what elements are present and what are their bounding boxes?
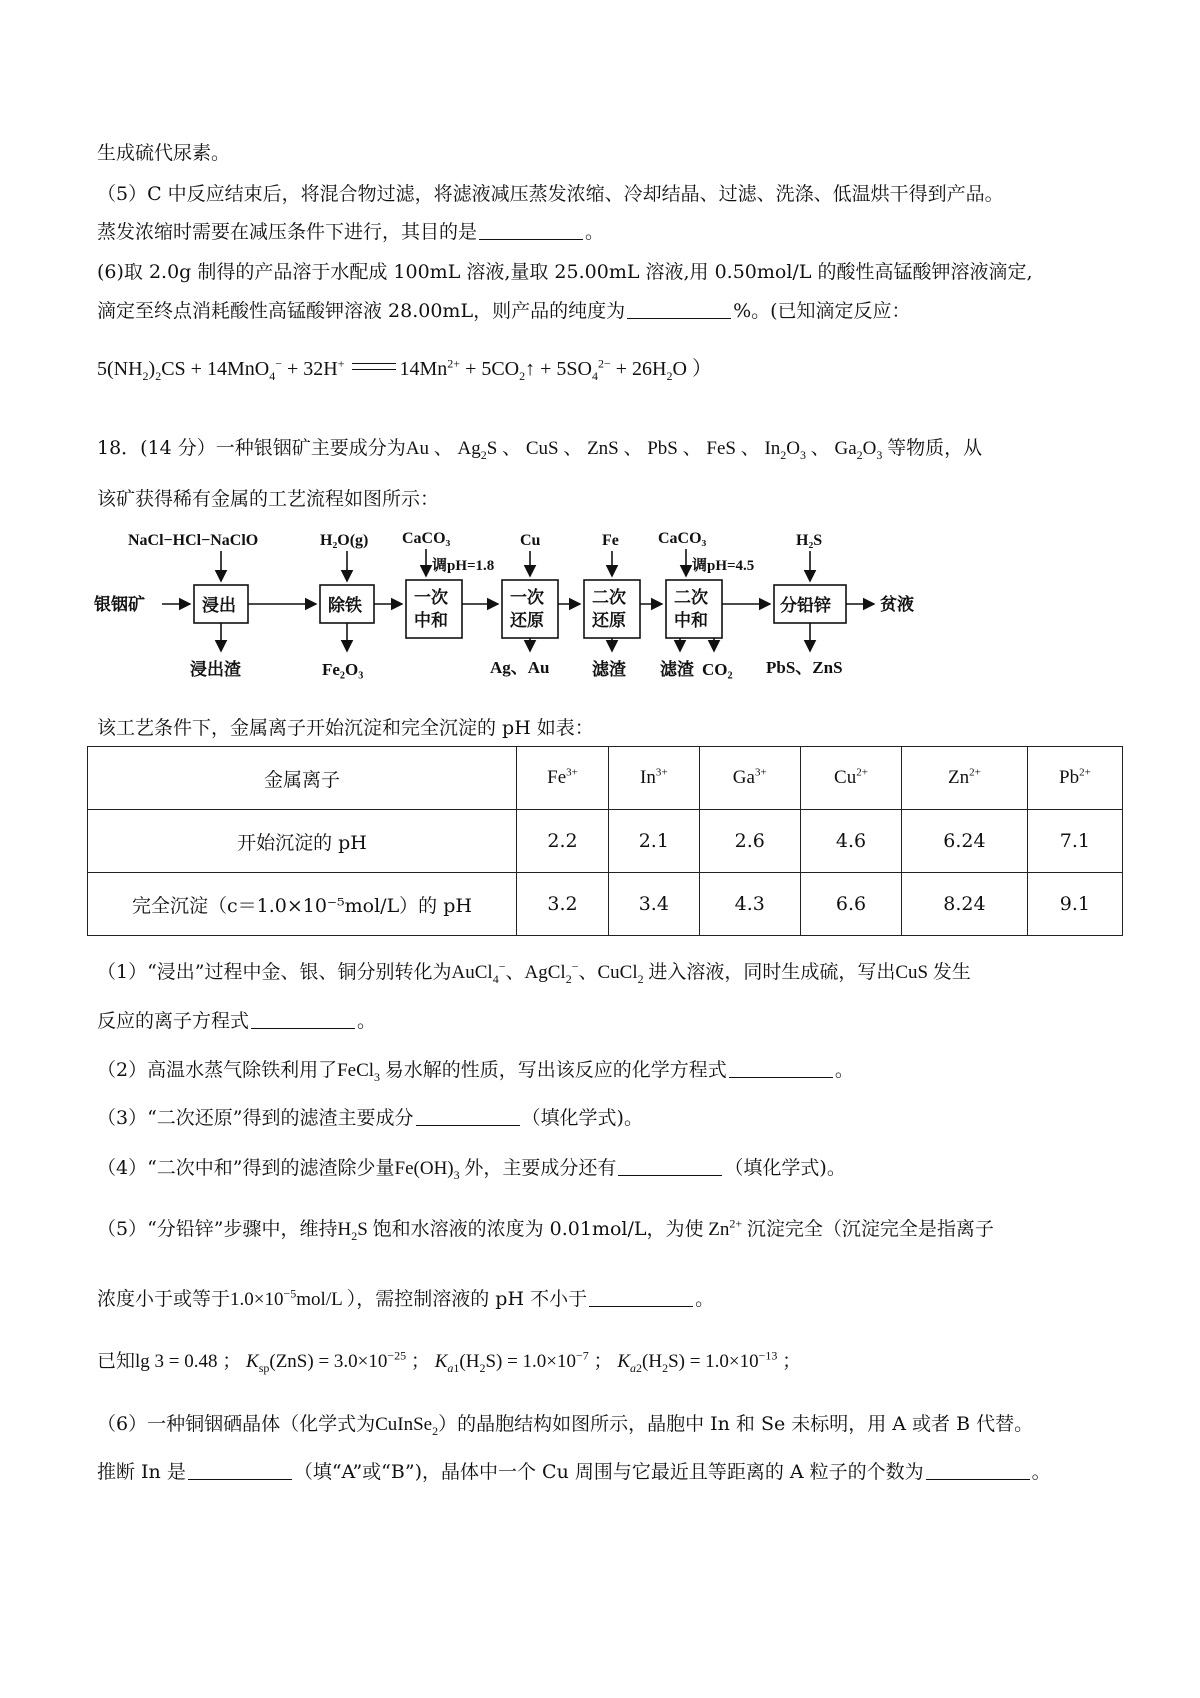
p2-line: （2）高温水蒸气除铁利用了FeCl$_3$ 易水解的性质，写出该反应的化学方程式 。 [97, 1059, 854, 1084]
q6-line1: (6)取 2.0g 制得的产品溶于水配成 100mL 溶液,量取 25.00mL 溶液,用 0.50mol/L 的酸性高锰酸钾溶液滴定, [97, 261, 1033, 283]
answer-blank[interactable] [618, 1157, 722, 1176]
ion-zn: $Zn^{2+}$ [902, 747, 1028, 810]
answer-blank[interactable] [251, 1010, 355, 1029]
flow-input-leachant: NaCl−HCl−NaClO [128, 532, 259, 549]
mineral-formulas: Au 、 $Ag_2S$ 、 CuS 、 ZnS 、 PbS 、 FeS 、 $In_2O_3$ 、 $Ga_2O_3$ [405, 438, 883, 462]
answer-blank[interactable] [926, 1461, 1030, 1480]
answer-blank[interactable] [627, 300, 731, 319]
table-header-row [88, 747, 1123, 810]
ion-ga: $Ga^{3+}$ [699, 747, 800, 810]
p1-line2: 反应的离子方程式 。 [97, 1010, 377, 1032]
ion-pb: $Pb^{2+}$ [1027, 747, 1122, 810]
flow-input-caco3-1: CaCO₃ [402, 530, 451, 547]
flow-output-fe2o3: Fe₂O₃ [322, 660, 364, 679]
table-cell: 3.2 [517, 873, 609, 936]
flow-input-steam: H₂O(g) [320, 532, 369, 549]
ph-table [87, 746, 1123, 936]
flow-input-ph45: 调pH=4.5 [692, 558, 755, 574]
table-header-label: 金属离子 [88, 747, 517, 810]
q5-line1: （5）C 中反应结束后，将混合物过滤，将滤液减压蒸发浓缩、冷却结晶、过滤、洗涤、低温烘干得到产品。 [97, 183, 1004, 205]
table-cell: 2.1 [609, 810, 700, 873]
table-cell: 2.2 [517, 810, 609, 873]
flow-ore: 银铟矿 [94, 595, 145, 614]
table-intro: 该工艺条件下，金属离子开始沉淀和完全沉淀的 pH 如表： [97, 717, 594, 739]
table-cell: 6.6 [800, 873, 901, 936]
flow-input-ph18: 调pH=1.8 [432, 558, 495, 574]
table-cell: 4.3 [699, 873, 800, 936]
table-cell: 3.4 [609, 873, 700, 936]
p5-line1: （5）“分铅锌”步骤中，维持$H_2S$ 饱和水溶液的浓度为 0.01mol/L，为使 $Zn^{2+}$ 沉淀完全（沉淀完全是指离子 [97, 1216, 994, 1243]
flow-end-liquor: 贫液 [880, 595, 914, 614]
table-cell: 6.24 [902, 810, 1028, 873]
svg-text:还原: 还原 [510, 611, 544, 630]
titration-equation: $5(NH_2)_2CS + 14MnO_4^- + 32H^+$ $14Mn^{2+}$ + $5CO_2↑ + 5SO_4^{2-} + 26H_2O$ ） [97, 356, 712, 383]
p4-line: （4）“二次中和”得到的滤渣除少量$Fe(OH)_3$ 外，主要成分还有 （填化学式)。 [97, 1157, 846, 1182]
p6-line2: 推断 In 是 （填“A”或“B”)，晶体中一个 Cu 周围与它最近且等距离的 A 粒子的个数为 。 [97, 1461, 1051, 1483]
flow-step-reduce2: 二次 [592, 588, 626, 607]
svg-text:还原: 还原 [592, 611, 626, 630]
flow-input-h2s: H₂S [796, 532, 823, 549]
table-row-complete-ph [88, 873, 1123, 936]
answer-blank[interactable] [188, 1461, 292, 1480]
flow-output-filter-residue-1: 滤渣 [592, 660, 626, 679]
p6-line1: （6）一种铜铟硒晶体（化学式为CuInSe$_2$）的晶胞结构如图所示，晶胞中 In 和 Se 未标明，用 A 或者 B 代替。 [97, 1413, 1034, 1438]
ion-cu: $Cu^{2+}$ [800, 747, 901, 810]
flow-input-fe: Fe [602, 532, 619, 549]
answer-blank[interactable] [416, 1107, 520, 1126]
flow-step-remove-iron: 除铁 [328, 596, 362, 615]
row-label: 开始沉淀的 pH [88, 810, 517, 873]
table-cell: 2.6 [699, 810, 800, 873]
known-constants: 已知lg 3 = 0.48 ； $K_{sp}(ZnS) = 3.0\times 10^{-25}$ ； $K_{a1}(H_2S) = 1.0\times 10^{-7}$ ； $K_{a2}(H_2S) = 1.0\times 10^{-13}$ ； [97, 1348, 802, 1375]
flow-output-filter-residue-2: 滤渣 [660, 660, 694, 679]
table-cell: 7.1 [1027, 810, 1122, 873]
flow-output-residue: 浸出渣 [190, 660, 241, 679]
q5-line2: 蒸发浓缩时需要在减压条件下进行，其目的是 。 [97, 221, 605, 243]
process-flow-diagram [90, 525, 1190, 690]
flow-output-pbs-zns: PbS、ZnS [766, 658, 843, 677]
flow-step-separate-pb-zn: 分铅锌 [780, 596, 831, 615]
ion-fe: $Fe^{3+}$ [517, 747, 609, 810]
flow-step-neutralize2: 二次 [674, 588, 708, 607]
q18-line2: 该矿获得稀有金属的工艺流程如图所示： [97, 488, 440, 510]
q18-line1: 18．(14 分）一种银铟矿主要成分为Au 、 $Ag_2S$ 、 CuS 、 ZnS 、 PbS 、 FeS 、 $In_2O_3$ 、 $Ga_2O_3$ 等物质，从 [97, 437, 983, 462]
p3-line: （3）“二次还原”得到的滤渣主要成分 （填化学式)。 [97, 1107, 643, 1129]
flow-input-cu: Cu [520, 532, 541, 549]
ion-in: $In^{3+}$ [609, 747, 700, 810]
flow-output-co2: CO₂ [702, 660, 733, 679]
svg-text:中和: 中和 [414, 611, 448, 630]
table-cell: 8.24 [902, 873, 1028, 936]
table-cell: 4.6 [800, 810, 901, 873]
intro-text: 生成硫代尿素。 [97, 142, 231, 164]
flow-input-caco3-2: CaCO₃ [658, 530, 707, 547]
q6-line2: 滴定至终点消耗酸性高锰酸钾溶液 28.00mL，则产品的纯度为 %。(已知滴定反应： [97, 300, 911, 322]
table-row-start-ph [88, 810, 1123, 873]
flow-step-neutralize1: 一次 [414, 588, 448, 607]
answer-blank[interactable] [729, 1059, 833, 1078]
svg-text:中和: 中和 [674, 611, 708, 630]
p1-line1: （1）“浸出”过程中金、银、铜分别转化为AuCl$_4$−、AgCl$_2$−、CuCl$_2$ 进入溶液，同时生成硫，写出CuS 发生 [97, 959, 971, 986]
p5-line2: 浓度小于或等于$1.0\times 10^{-5}mol/L$ ），需控制溶液的 pH 不小于 。 [97, 1286, 715, 1310]
flow-step-leach: 浸出 [202, 596, 236, 615]
answer-blank[interactable] [589, 1288, 693, 1307]
row-label: 完全沉淀（c＝1.0×10⁻⁵mol/L）的 pH [88, 873, 517, 936]
answer-blank[interactable] [479, 221, 583, 240]
table-cell: 9.1 [1027, 873, 1122, 936]
flow-output-ag-au: Ag、Au [490, 658, 550, 677]
flow-step-reduce1: 一次 [510, 588, 544, 607]
